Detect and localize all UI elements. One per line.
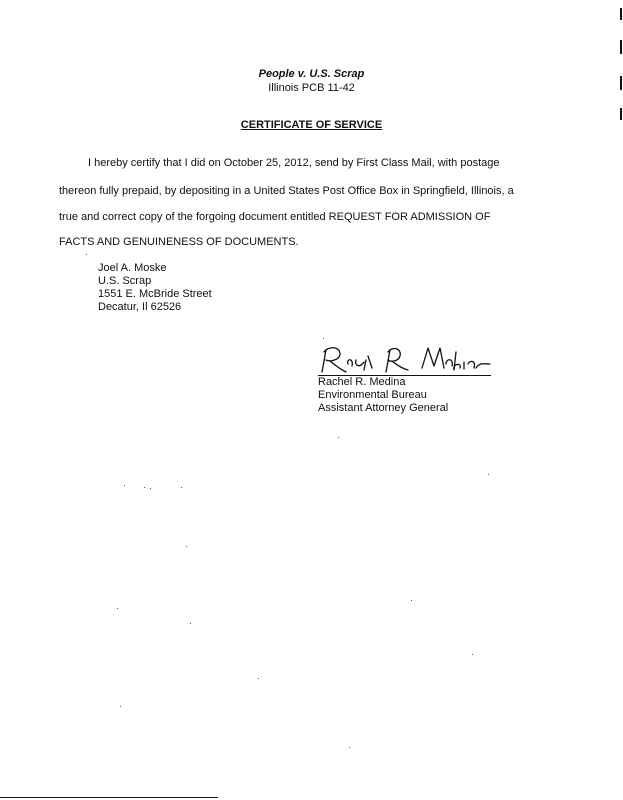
- scan-speck: [186, 546, 187, 547]
- scan-edge-mark: [620, 8, 622, 20]
- scan-speck: [86, 254, 87, 255]
- recipient-company: U.S. Scrap: [98, 275, 152, 287]
- recipient-street: 1551 E. McBride Street: [98, 288, 212, 300]
- scan-speck: [124, 485, 125, 486]
- scan-speck: [349, 747, 350, 748]
- certificate-heading: CERTIFICATE OF SERVICE: [240, 119, 383, 131]
- scan-edge-mark: [620, 40, 622, 54]
- scan-speck: [181, 487, 182, 488]
- recipient-city: Decatur, Il 62526: [98, 301, 182, 313]
- recipient-address: [98, 262, 212, 314]
- scan-speck: [472, 654, 473, 655]
- scan-speck: [338, 437, 339, 438]
- handwritten-signature: [318, 342, 493, 374]
- scan-speck: [144, 487, 145, 488]
- signer-title: Assistant Attorney General: [318, 402, 449, 414]
- scan-speck: [120, 706, 121, 707]
- scan-speck: [117, 608, 118, 609]
- body-line-4: FACTS AND GENUINENESS OF DOCUMENTS.: [59, 236, 299, 248]
- scan-speck: [190, 623, 191, 624]
- case-caption-title: People v. U.S. Scrap: [258, 68, 365, 80]
- scan-speck: [323, 338, 324, 339]
- scan-edge-mark: [620, 108, 622, 120]
- scan-edge-mark: [620, 76, 622, 90]
- scan-speck: [150, 488, 151, 489]
- body-line-2: thereon fully prepaid, by depositing in a United States Post Office Box in Springfield, Illinois, a: [59, 185, 514, 197]
- scan-speck: [411, 600, 412, 601]
- footnote-rule: [0, 797, 218, 798]
- case-number: Illinois PCB 11-42: [268, 82, 355, 94]
- recipient-name: Joel A. Moske: [98, 262, 167, 274]
- scan-speck: [258, 678, 259, 679]
- signer-name: Rachel R. Medina: [318, 376, 406, 388]
- signer-bureau: Environmental Bureau: [318, 389, 427, 401]
- signer-block: [318, 376, 448, 415]
- body-line-1: I hereby certify that I did on October 25, 2012, send by First Class Mail, with postage: [88, 157, 500, 169]
- scan-speck: [488, 474, 489, 475]
- body-line-3: true and correct copy of the forgoing document entitled REQUEST FOR ADMISSION OF: [59, 211, 491, 223]
